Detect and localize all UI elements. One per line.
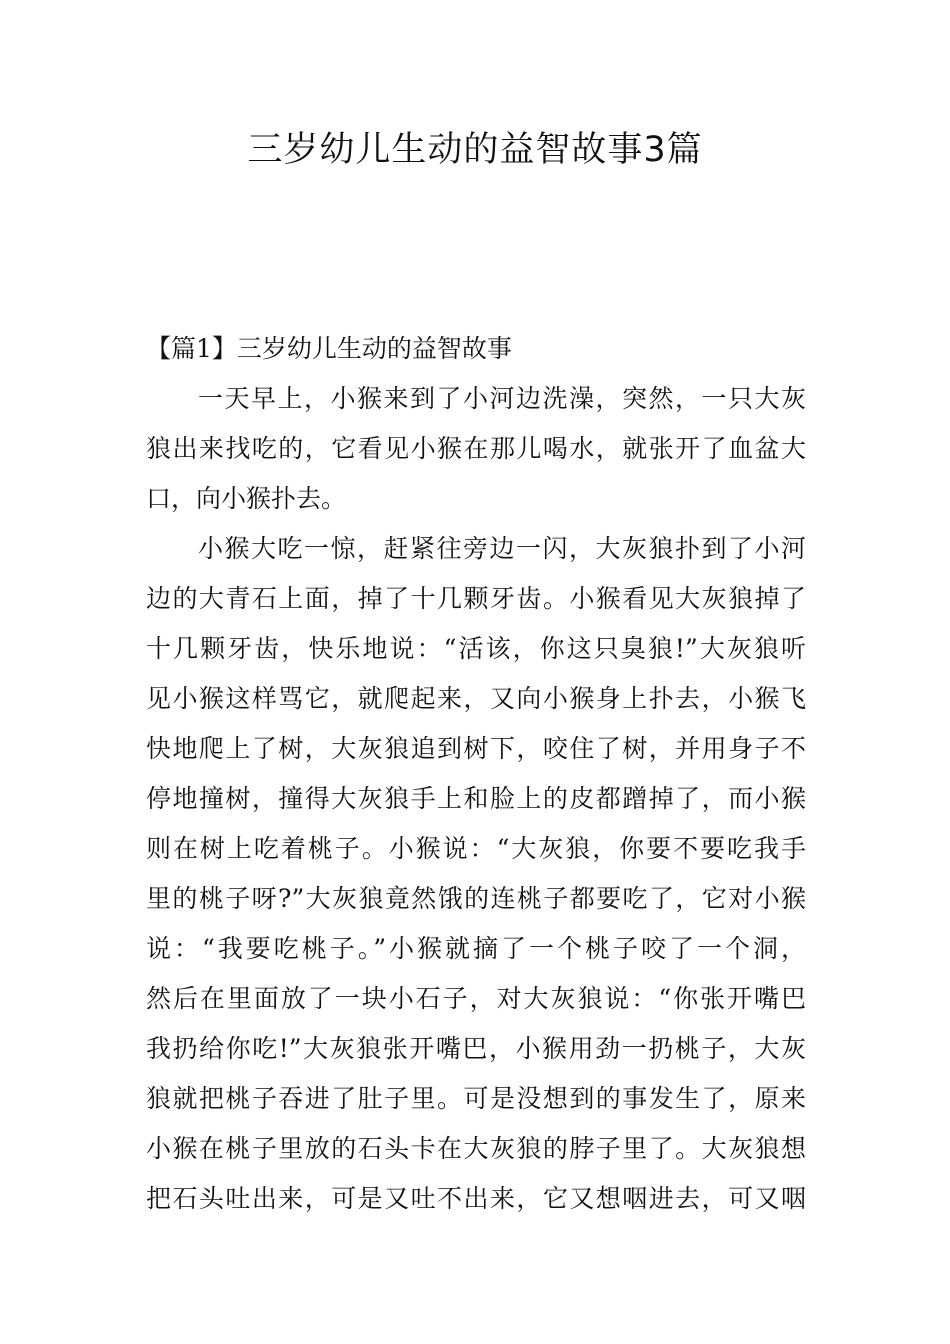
text-line: 小猴大吃一惊，赶紧往旁边一闪，大灰狼扑到了小河: [198, 534, 806, 563]
text-line: 见小猴这样骂它，就爬起来，又向小猴身上扑去，小猴飞: [146, 684, 806, 713]
document-title: 三岁幼儿生动的益智故事3篇: [247, 130, 703, 170]
text-line: 一天早上，小猴来到了小河边洗澡，突然，一只大灰: [198, 384, 806, 413]
text-line: 然后在里面放了一块小石子，对大灰狼说：“你张开嘴巴: [146, 984, 806, 1013]
story-paragraph-2: [146, 524, 806, 1224]
section-heading: 【篇1】三岁幼儿生动的益智故事: [146, 334, 512, 363]
story-paragraph-1: [146, 374, 806, 524]
text-line: 我扔给你吃!”大灰狼张开嘴巴，小猴用劲一扔桃子，大灰: [146, 1034, 806, 1063]
text-line: 停地撞树，撞得大灰狼手上和脸上的皮都蹭掉了，而小猴: [146, 784, 806, 813]
text-line: 小猴在桃子里放的石头卡在大灰狼的脖子里了。大灰狼想: [146, 1134, 806, 1163]
text-line: 十几颗牙齿，快乐地说：“活该，你这只臭狼!”大灰狼听: [146, 634, 806, 663]
document-body: [146, 324, 806, 1224]
text-line: 狼就把桃子吞进了肚子里。可是没想到的事发生了，原来: [146, 1084, 806, 1113]
text-line: 说：“我要吃桃子。”小猴就摘了一个桃子咬了一个洞，: [146, 934, 806, 963]
text-line: 里的桃子呀?”大灰狼竟然饿的连桃子都要吃了，它对小猴: [146, 884, 806, 913]
text-line: 快地爬上了树，大灰狼追到树下，咬住了树，并用身子不: [146, 734, 806, 763]
text-line: 口，向小猴扑去。: [146, 484, 347, 513]
text-line: 狼出来找吃的，它看见小猴在那儿喝水，就张开了血盆大: [146, 434, 806, 463]
text-line: 边的大青石上面，掉了十几颗牙齿。小猴看见大灰狼掉了: [146, 584, 806, 613]
text-line: 则在树上吃着桃子。小猴说：“大灰狼，你要不要吃我手: [146, 834, 806, 863]
text-line: 把石头吐出来，可是又吐不出来，它又想咽进去，可又咽: [146, 1184, 806, 1213]
